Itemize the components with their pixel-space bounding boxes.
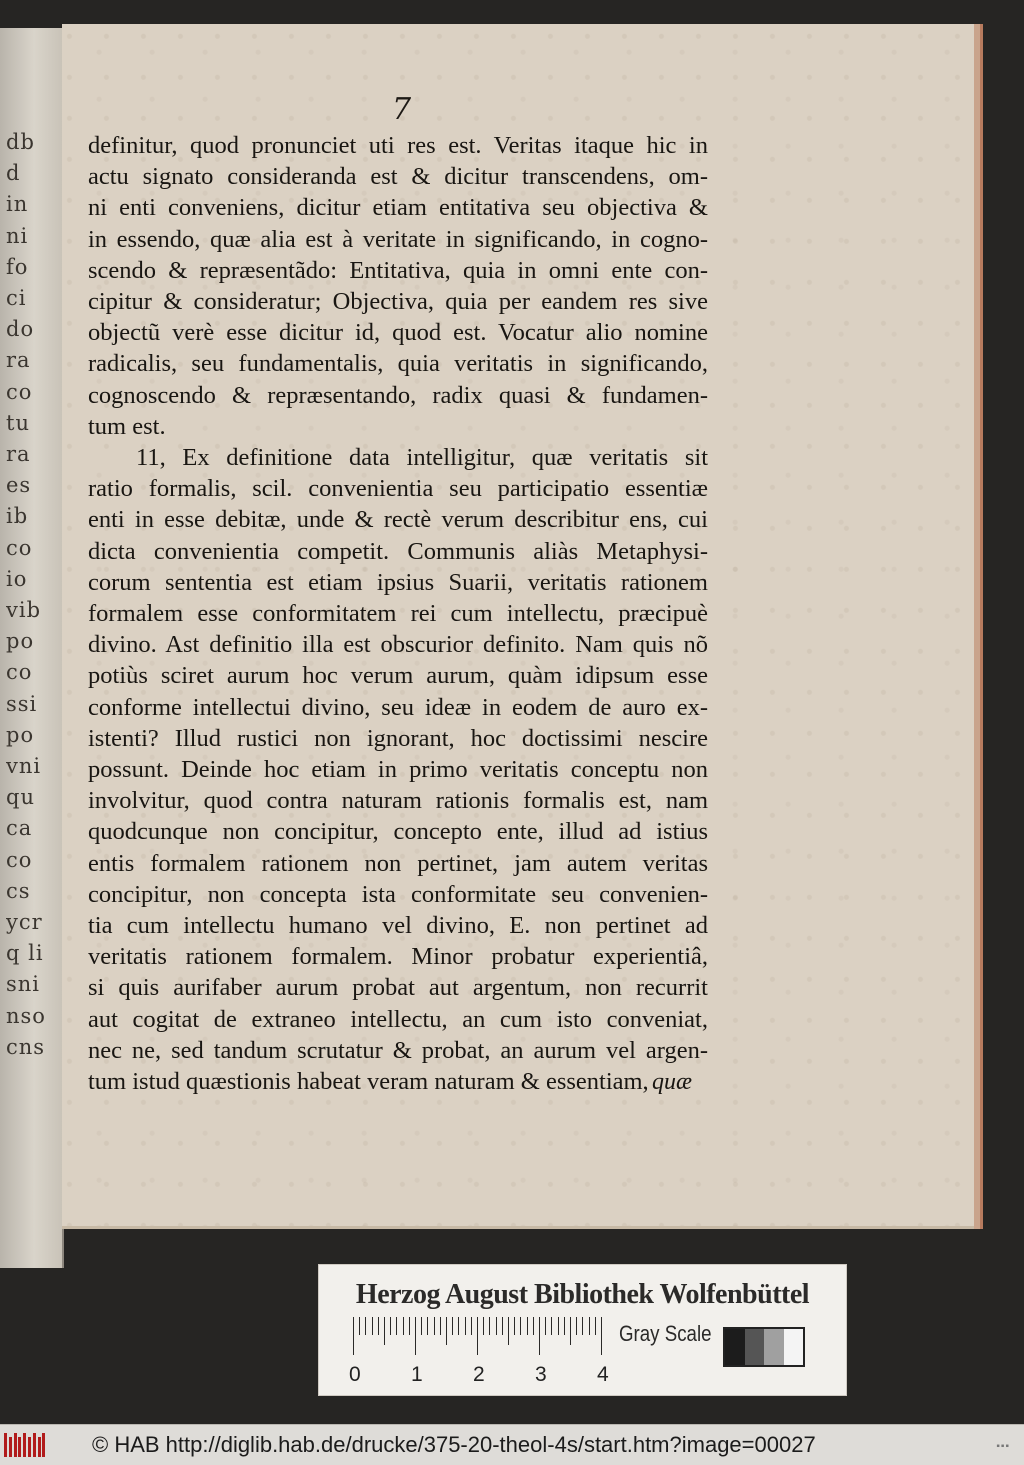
catchword: quæ bbox=[652, 1069, 693, 1095]
ruler-tick bbox=[527, 1317, 528, 1335]
text-line: actu signato consideranda est & dicitur transcendens, om- bbox=[88, 163, 708, 191]
previous-page-fragment: q li bbox=[6, 941, 44, 966]
text-line: divino. Ast definitio illa est obscurior definito. Nam quis nõ bbox=[88, 631, 708, 659]
ruler-tick bbox=[477, 1317, 478, 1355]
ruler-tick bbox=[533, 1317, 534, 1335]
ruler-tick bbox=[582, 1317, 583, 1335]
previous-page-fragment: in bbox=[6, 192, 29, 217]
gray-scale-step bbox=[725, 1329, 745, 1365]
ruler-tick bbox=[353, 1317, 354, 1355]
previous-page-fragment: ycr bbox=[6, 910, 43, 934]
page-number: 7 bbox=[392, 92, 412, 127]
text-line: ni enti conveniens, dicitur etiam entitativa seu objectiva & bbox=[88, 194, 708, 222]
ruler-tick bbox=[359, 1317, 360, 1335]
ruler-tick bbox=[589, 1317, 590, 1335]
library-name: Herzog August Bibliothek Wolfenbüttel bbox=[355, 1279, 810, 1310]
text-line: tum est. bbox=[88, 412, 166, 440]
previous-page-fragment: co bbox=[6, 847, 33, 872]
previous-page-fragment: es bbox=[6, 473, 32, 498]
ruler-tick bbox=[415, 1317, 416, 1355]
text-line: nec ne, sed tandum scrutatur & probat, an aurum vel argen- bbox=[88, 1036, 708, 1064]
previous-page-fragment: ra bbox=[6, 348, 31, 373]
ruler-tick bbox=[489, 1317, 490, 1335]
ruler-tick bbox=[384, 1317, 385, 1345]
ruler-tick bbox=[440, 1317, 441, 1335]
gray-scale-step bbox=[784, 1329, 804, 1365]
status-bar bbox=[0, 1424, 1024, 1465]
ruler-tick bbox=[421, 1317, 422, 1335]
text-line: corum sententia est etiam ipsius Suarii, veritatis rationem bbox=[88, 568, 708, 596]
ruler-tick bbox=[446, 1317, 447, 1345]
ruler-tick bbox=[601, 1317, 602, 1355]
ruler-label: 1 bbox=[411, 1363, 423, 1386]
previous-page-fragment: co bbox=[6, 379, 33, 404]
text-line: ratio formalis, scil. convenientia seu participatio essentiæ bbox=[88, 475, 708, 503]
text-line: possunt. Deinde hoc etiam in primo veritatis conceptu non bbox=[88, 756, 708, 784]
ruler-tick bbox=[409, 1317, 410, 1335]
text-line: scendo & repræsentãdo: Entitativa, quia in omni ente con- bbox=[88, 256, 708, 284]
ruler-tick bbox=[434, 1317, 435, 1335]
menu-dots-icon[interactable]: ▪▪▪ bbox=[996, 1441, 1010, 1452]
copyright-url[interactable]: © HAB http://diglib.hab.de/drucke/375-20-theol-4s/start.htm?image=00027 bbox=[92, 1432, 816, 1457]
ruler-tick bbox=[452, 1317, 453, 1335]
previous-page-fragment: io bbox=[6, 566, 28, 591]
text-line: tum istud quæstionis habeat veram naturam & essentiam, bbox=[88, 1068, 649, 1096]
ruler-tick bbox=[520, 1317, 521, 1335]
ruler-tick bbox=[570, 1317, 571, 1345]
text-line: conforme intellectui divino, seu ideæ in eodem de auro ex- bbox=[88, 693, 708, 721]
ruler-tick bbox=[403, 1317, 404, 1335]
text-line: formalem esse conformitatem rei cum intellectu, præcipuè bbox=[88, 600, 708, 628]
hab-logo-icon[interactable] bbox=[4, 1431, 48, 1459]
ruler-tick bbox=[576, 1317, 577, 1335]
previous-page-edge bbox=[0, 28, 64, 1268]
ruler-label: 3 bbox=[535, 1363, 547, 1386]
ruler-tick bbox=[514, 1317, 515, 1335]
previous-page-fragment: d bbox=[6, 161, 21, 186]
previous-page-fragment: ib bbox=[6, 504, 29, 529]
ruler-tick bbox=[539, 1317, 540, 1355]
text-line: enti in esse debitæ, unde & rectè verum describitur ens, cui bbox=[88, 506, 708, 534]
previous-page-fragment: cns bbox=[6, 1034, 46, 1059]
previous-page-fragment: db bbox=[6, 130, 35, 154]
ruler-tick bbox=[378, 1317, 379, 1335]
text-line: veritatis rationem formalem. Minor probatur experientiâ, bbox=[88, 943, 708, 971]
ruler-tick bbox=[365, 1317, 366, 1335]
ruler-tick bbox=[458, 1317, 459, 1335]
previous-page-fragment: po bbox=[6, 629, 35, 654]
ruler-tick bbox=[483, 1317, 484, 1335]
text-line: aut cogitat de extraneo intellectu, an cum isto conveniat, bbox=[88, 1005, 708, 1033]
previous-page-fragment: qu bbox=[6, 785, 35, 810]
previous-page-fragment: tu bbox=[6, 410, 30, 435]
text-line: in essendo, quæ alia est à veritate in significando, in cogno- bbox=[88, 225, 708, 253]
ruler-tick bbox=[558, 1317, 559, 1335]
previous-page-fragment: vni bbox=[6, 754, 42, 778]
ruler-label: 4 bbox=[597, 1363, 609, 1386]
ruler-tick bbox=[471, 1317, 472, 1335]
text-line: involvitur, quod contra naturam rationis formalis est, nam bbox=[88, 787, 708, 815]
text-line: definitur, quod pronunciet uti res est. Veritas itaque hic in bbox=[88, 132, 708, 159]
text-line: objectũ verè esse dicitur id, quod est. Vocatur alio nomine bbox=[88, 319, 708, 347]
text-line: potiùs sciret aurum hoc verum aurum, quàm idipsum esse bbox=[88, 662, 708, 690]
ruler-tick bbox=[465, 1317, 466, 1335]
previous-page-fragment: ra bbox=[6, 442, 31, 466]
text-line: quodcunque non concipitur, concepto ente, illud ad istius bbox=[88, 818, 708, 846]
previous-page-fragment: vib bbox=[6, 598, 42, 622]
previous-page-fragment: cs bbox=[6, 878, 31, 903]
ruler-label: 0 bbox=[349, 1363, 361, 1386]
ruler-tick bbox=[508, 1317, 509, 1345]
previous-page-fragment: po bbox=[6, 722, 35, 747]
gray-scale-swatch bbox=[723, 1327, 805, 1367]
ruler-tick bbox=[564, 1317, 565, 1335]
ruler-label: 2 bbox=[473, 1363, 485, 1386]
ruler-tick bbox=[545, 1317, 546, 1335]
gray-scale-step bbox=[764, 1329, 784, 1365]
ruler-tick bbox=[396, 1317, 397, 1335]
text-line: istenti? Illud rustici non ignorant, hoc doctissimi nescire bbox=[88, 724, 708, 752]
ruler-tick bbox=[502, 1317, 503, 1335]
text-line: radicalis, seu fundamentalis, quia veritatis in significando, bbox=[88, 350, 708, 378]
previous-page-fragment: fo bbox=[6, 254, 29, 279]
ruler-tick bbox=[496, 1317, 497, 1335]
text-line: concipitur, non concepta ista conformitate seu convenien- bbox=[88, 880, 708, 908]
previous-page-fragment: co bbox=[6, 535, 33, 560]
previous-page-fragment: ci bbox=[6, 286, 27, 310]
previous-page-fragment: ssi bbox=[6, 691, 38, 716]
text-line: dicta convenientia competit. Communis aliàs Metaphysi- bbox=[88, 537, 708, 565]
previous-page-fragment: sni bbox=[6, 972, 41, 997]
body-text bbox=[88, 130, 708, 1097]
gray-scale-label: Gray Scale bbox=[619, 1321, 712, 1346]
text-line: si quis aurifaber aurum probat aut argentum, non recurrit bbox=[88, 974, 708, 1002]
ruler-tick bbox=[595, 1317, 596, 1335]
library-color-card bbox=[318, 1264, 847, 1396]
gray-scale-step bbox=[745, 1329, 765, 1365]
text-line: 11, Ex definitione data intelligitur, quæ veritatis sit bbox=[136, 444, 708, 472]
scale-ruler bbox=[349, 1317, 609, 1386]
previous-page-fragment: ca bbox=[6, 816, 33, 841]
text-line: tia cum intellectu humano vel divino, E. non pertinet ad bbox=[88, 912, 708, 940]
text-line: cognoscendo & repræsentando, radix quasi & fundamen- bbox=[88, 381, 708, 409]
text-line: cipitur & consideratur; Objectiva, quia per eandem res sive bbox=[88, 288, 708, 316]
ruler-tick bbox=[427, 1317, 428, 1335]
previous-page-fragment: ni bbox=[6, 223, 29, 248]
previous-page-fragment: nso bbox=[6, 1003, 46, 1028]
ruler-tick bbox=[372, 1317, 373, 1335]
ruler-tick bbox=[551, 1317, 552, 1335]
previous-page-fragment: do bbox=[6, 317, 35, 342]
book-page bbox=[62, 24, 983, 1229]
ruler-tick bbox=[390, 1317, 391, 1335]
text-line: entis formalem rationem non pertinet, jam autem veritas bbox=[88, 849, 708, 877]
previous-page-fragment: co bbox=[6, 660, 33, 685]
